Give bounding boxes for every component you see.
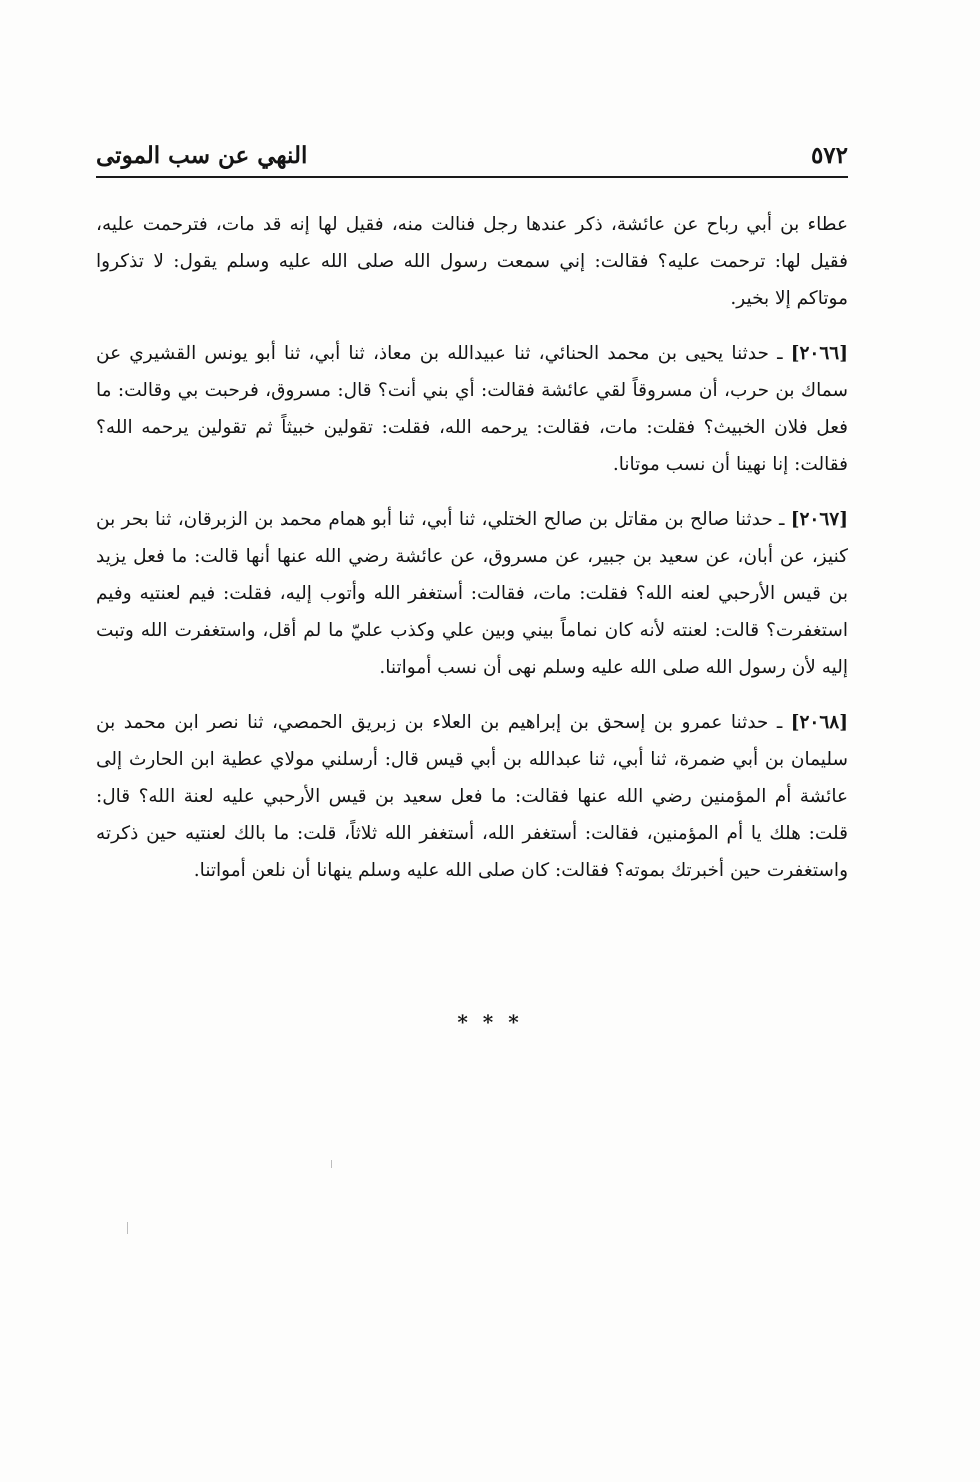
paragraph-text: ـ حدثنا عمرو بن إسحق بن إبراهيم بن العلاء بن زبريق الحمصي، ثنا نصر ابن محمد بن سليمان بن أبي ضمرة، ثنا أبي، ثنا عبدالله بن أبي قيس قال: أرسلني مولاي عطية ابن الحارث إلى عائشة أم المؤمنين رضي الله عنها فقالت: ما فعل سعيد بن قيس الأرحبي عليه لعنة الله؟ قال: قلت: هلك يا أم المؤمنين، فقالت: أستغفر الله، أستغفر الله ثلاثاً، قلت: ما بالك لعنتيه حين ذكرته واستغفرت حين أخبرتك بموته؟ فقالت: كان صلى الله عليه وسلم ينهانا أن نلعن أمواتنا. xyxy=(96,712,848,881)
paragraph-text: ـ حدثنا صالح بن مقاتل بن صالح الختلي، ثنا أبي، ثنا أبو همام محمد بن الزبرقان، ثنا بحر بن كنيز، عن أبان، عن سعيد بن جبير، عن مسروق، عن عائشة رضي الله عنها أنها قالت: ما فعل يزيد بن قيس الأرحبي لعنه الله؟ فقلت: مات، فقالت: أستغفر الله وأتوب إليه، فقلت: فيم لعنتيه وفيم استغفرت؟ قالت: لعنته لأنه كان نماماً بيني وبين علي وكذب عليّ ما لم أقل، واستغفرت الله وتبت إليه لأن رسول الله صلى الله عليه وسلم نهى أن نسب أمواتنا. xyxy=(96,509,848,678)
paragraph-continuation xyxy=(96,206,848,317)
paragraph-hadith-2068 xyxy=(96,704,848,889)
running-title: النهي عن سب الموتى xyxy=(96,142,308,169)
paragraph-text: عطاء بن أبي رباح عن عائشة، ذكر عندها رجل فنالت منه، فقيل لها إنه قد مات، فترحمت عليه، فقيل لها: ترحمت عليه؟ فقالت: إني سمعت رسول الله صلى الله عليه وسلم يقول: لا تذكروا موتاكم إلا بخير. xyxy=(96,214,848,309)
body-text xyxy=(96,206,848,907)
paragraph-hadith-2066 xyxy=(96,335,848,483)
page-number: ٥٧٢ xyxy=(810,142,848,169)
section-separator: * * * xyxy=(457,1010,523,1034)
paragraph-hadith-2067 xyxy=(96,501,848,686)
scan-speck xyxy=(331,1160,332,1168)
paragraph-text: ـ حدثنا يحيى بن محمد الحنائي، ثنا عبيدالله بن معاذ، ثنا أبي، ثنا أبو يونس القشيري عن سماك بن حرب، أن مسروقاً لقي عائشة فقالت: أي بني أنت؟ قال: مسروق، فرحبت بي وقالت: ما فعل فلان الخبيث؟ فقلت: مات، فقالت: يرحمه الله، فقلت: تقولين خبيثاً ثم تقولين يرحمه الله؟ فقالت: إنا نهينا أن نسب موتانا. xyxy=(96,343,848,475)
hadith-number: [٢٠٦٨] xyxy=(790,712,848,733)
scan-speck xyxy=(127,1222,128,1234)
hadith-number: [٢٠٦٧] xyxy=(790,509,848,530)
page-header xyxy=(96,138,848,178)
hadith-number: [٢٠٦٦] xyxy=(790,343,848,364)
